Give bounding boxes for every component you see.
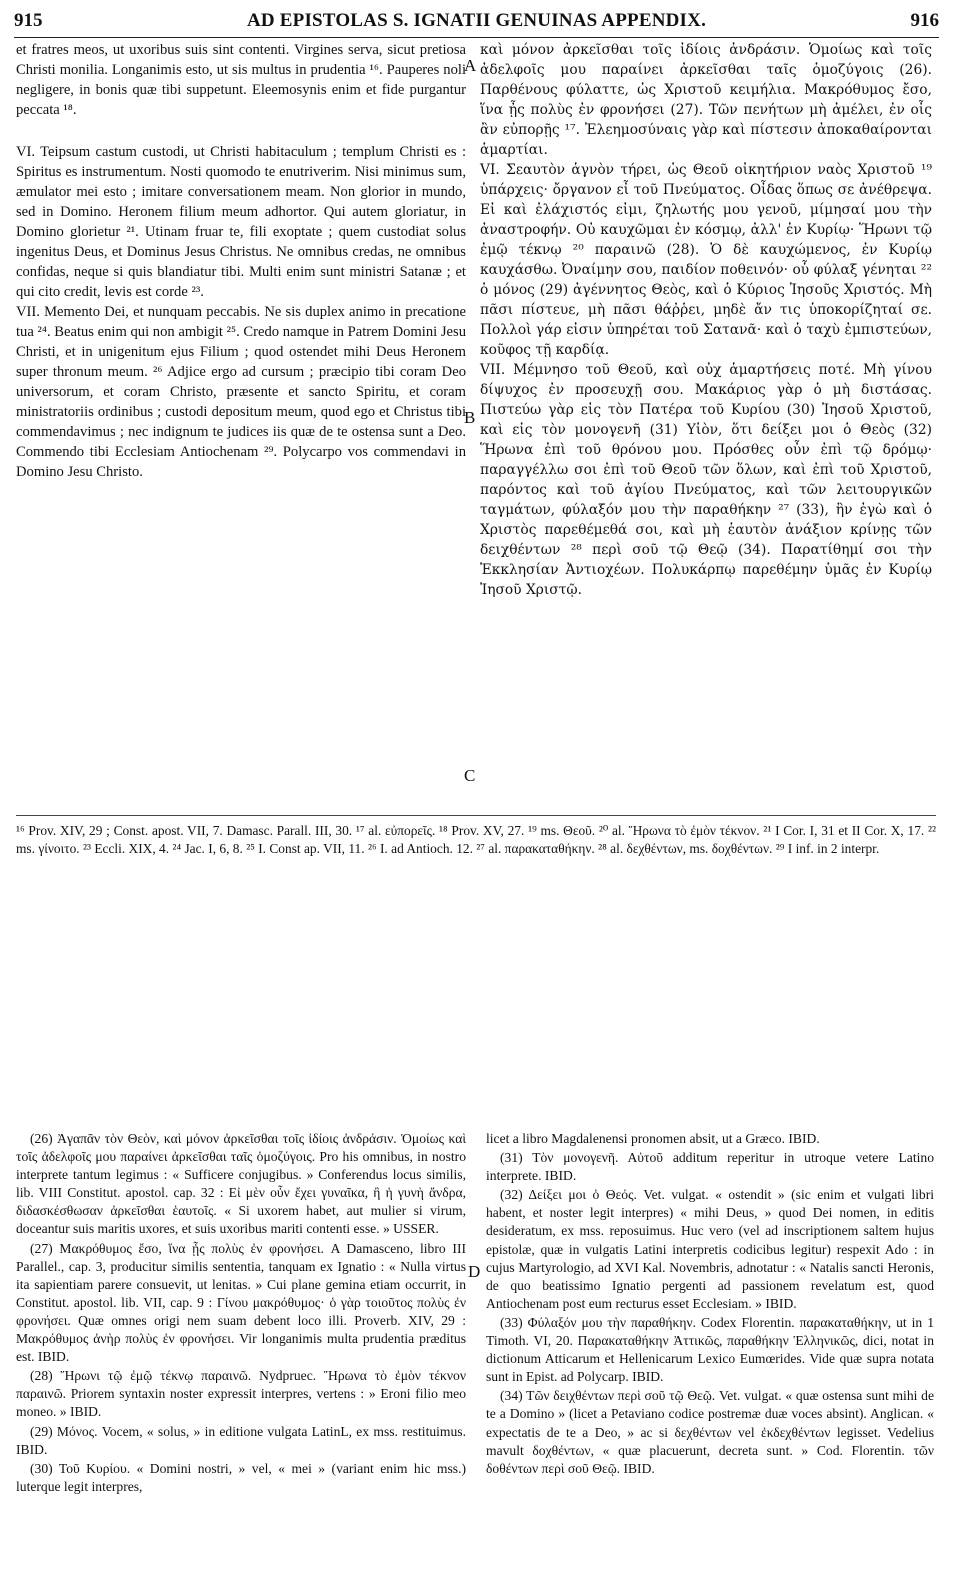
greek-paragraph: VI. Σεαυτὸν ἁγνὸν τήρει, ὡς Θεοῦ οἰκητήριον ναὸς Χριστοῦ ¹⁹ ὑπάρχεις· ὄργανον εἶ τοῦ Πνεύματος. Οἶδας ὅπως σε ἀνέθρεψα. Εἰ καὶ ἐλάχιστός εἰμι, ζηλωτής μου γενοῦ, μίμησαί μου τὴν ἀναστροφήν. Οὐ καυχῶμαι ἐν κόσμῳ, ἀλλ' ἐν Κυρίῳ· Ἥρωνι τῷ ἐμῷ τέκνῳ ²⁰ παραινῶ (28). Ὁ δὲ καυχώμενος, ἐν Κυρίῳ καυχάσθω. Ὀναίμην σου, παιδίον ποθεινόν· οὗ φύλαξ γένηται ²² ὁ μόνος (29) ἀγέννητος Θεὸς, καὶ ὁ Κύριος Ἰησοῦς Χριστός. Μὴ πᾶσι πίστευε, μὴ πᾶσι θάῤῥει, μηδὲ ἄν τις ὑποκορίζηταί σε. Πολλοὶ γάρ εἰσιν ὑπηρέται τοῦ Σατανᾶ· καὶ ὁ ταχὺ ἐμπιστεύων, κοῦφος τῇ καρδίᾳ. [480,162,932,358]
greek-paragraph: VII. Μέμνησο τοῦ Θεοῦ, καὶ οὐχ ἁμαρτήσεις ποτέ. Μὴ γίνου δίψυχος ἐν προσευχῇ σου. Μακάριος γὰρ ὁ μὴ διστάσας. Πιστεύω γὰρ εἰς τὸν Πατέρα τοῦ Κυρίου (30) Ἰησοῦ Χριστοῦ, καὶ εἰς τὸν μονογενῆ (31) Υἱὸν, ὅτι δείξει μοι ὁ Θεὸς (32) Ἥρωνα ἐπὶ τοῦ θρόνου μου. Πρόσθες οὖν ἐπὶ τῷ δρόμῳ· παραγγέλλω σοι ἐπὶ τοῦ Θεοῦ τῶν ὅλων, καὶ ἐπὶ τοῦ Χριστοῦ, παρόντος καὶ τοῦ ἁγίου Πνεύματος, καὶ τῶν λειτουργικῶν ταγμάτων, φύλαξόν μου τὴν παραθήκην ²⁷ (33), ἣν ἐγὼ καὶ ὁ Χριστὸς παρεθέμεθά σοι, καὶ μὴ ἑαυτὸν ἀνάξιον κρίνῃς τῶν δειχθέντων ²⁸ περὶ σοῦ τῷ Θεῷ (34). Παρατίθημί σοι τὴν Ἐκκλησίαν Ἀντιοχέων. Πολυκάρπῳ παρεθέμην ὑμᾶς ἐν Κυρίῳ Ἰησοῦ Χριστῷ. [480,362,932,598]
running-header [14,10,939,34]
notes-right-column [486,1130,934,1580]
greek-paragraph: καὶ μόνον ἀρκεῖσθαι τοῖς ἰδίοις ἀνδράσιν. Ὁμοίως καὶ τοῖς ἀδελφοῖς μου παραίνει ἀρκεῖσθαι ταῖς ὁμοζύγοις (26). Παρθένους φύλαττε, ὡς Χριστοῦ κειμήλια. Μακρόθυμος ἔσο, ἵνα ᾖς πολὺς ἐν φρονήσει (27). Τῶν πενήτων μὴ ἀμέλει, ἐν οἷς ἂν εὐπορῇς ¹⁷. Ἐλεημοσύναις γὰρ καὶ πίστεσιν ἀποκαθαίρονται ἁμαρτίαι. [480,42,932,158]
section-mark-d: D [468,1262,481,1281]
footnotes [16,822,936,858]
note-34: (34) Τῶν δειχθέντων περὶ σοῦ τῷ Θεῷ. Vet. vulgat. « quæ ostensa sunt mihi de te a Domino » (licet a Petaviano codice postremæ duæ voces absint). Anglican. « expectatis de te a Deo, » ac si δεχθέντων vel ἐκδεχθέντων legisset. Vedelius mavult δοχθέντων, « quæ placuerunt, decreta sunt. » Cod. Florentin. τῶν δοθέντων περὶ σοῦ Θεῷ. IBID. [486,1388,934,1476]
note-30: (30) Τοῦ Κυρίου. « Domini nostri, » vel, « mei » (variant enim hic mss.) luterque legit interpres, [16,1460,466,1494]
footnote-text: ¹⁶ Prov. XIV, 29 ; Const. apost. VII, 7. Damasc. Parall. III, 30. ¹⁷ al. εὐπορεῖς. ¹⁸ Prov. XV, 27. ¹⁹ ms. Θεοῦ. ²⁰ al. Ἥρωνα τὸ ἐμὸν τέκνον. ²¹ I Cor. I, 31 et II Cor. X, 17. ²² ms. γίνοιτο. ²³ Eccli. XIX, 4. ²⁴ Jac. I, 6, 8. ²⁵ I. Const ap. VII, 11. ²⁶ I. ad Antioch. 12. ²⁷ al. παρακαταθήκην. ²⁸ al. δεχθέντων, ms. δοχθέντων. ²⁹ I inf. in 2 interpr. [16,823,936,856]
greek-text-column [480,40,932,810]
latin-text-column [16,40,466,810]
section-mark-c: C [464,766,476,785]
note-32: (32) Δείξει μοι ὁ Θεός. Vet. vulgat. « ostendit » (sic enim et vulgati libri habent, et noster legit interpres) « mihi Deus, » quod Dei nomen, in editis desideratum, ex mss. reposuimus. Huc vero (vel ad inscriptionem saltem hujus epistolæ, quæ in vulgatis Latini interpretis codicibus legitur) respexit Ado : in cujus Martyrologio, ad XVI Kal. Novembris, adnotatur : « Natalis sancti Heronis, de quo beatissimo Ignatio pergenti ad passionem revelatum est, quod Antiochenam post eum recturus esset Ecclesiam. » IBID. [486,1187,934,1311]
note-31: (31) Τὸν μονογενῆ. Αὐτοῦ additum reperitur in utroque vetere Latino interprete. IBID. [486,1150,934,1184]
note-29: (29) Μόνος. Vocem, « solus, » in editione vulgata LatinL, ex mss. restituimus. IBID. [16,1423,466,1457]
note-26: (26) Ἀγαπᾶν τὸν Θεὸν, καὶ μόνον ἀρκεῖσθαι τοῖς ἰδίοις ἀνδράσιν. Ὁμοίως καὶ τοῖς ἀδελφοῖς μου παραίνει ἀρκεῖσθαι ταῖς ὁμοζύγοις. Pro his omnibus, in nostro interprete tantum legimus : « Sufficere conjugibus. » Conferendus locus similis, lib. VIII Constitut. apostol. cap. 32 : Εἰ μὲν οὖν ἔχει γυναῖκα, ἢ ἡ γυνὴ ἄνδρα, διδασκέσθωσαν ἀρκεῖσθαι ἑαυτοῖς. « Si uxorem habet, aut mulier si virum, doceantur suis maritis uxores, et suis uxoribus mariti contenti esse. » USSER. [16,1131,466,1237]
note-30-continued: licet a libro Magdalenensi pronomen absit, ut a Græco. IBID. [486,1131,820,1146]
latin-paragraph: VII. Memento Dei, et nunquam peccabis. Ne sis duplex animo in precatione tua ²⁴. Beatus enim qui non ambigit ²⁵. Credo namque in Patrem Domini Jesu Christi, et in unigenitum ejus Filium ; quod ostendet mihi Deus Heronem super thronum meum. ²⁶ Adjice ergo ad cursum ; præcipio tibi coram Deo universorum, et coram Christo, præsente et sancto Spiritu, et coram ministratoriis ordinibus ; custodi depositum meum, quod ego et Christus tibi commendavimus ; nec indignum te judices iis quæ de te ostensa sunt a Deo. Commendo tibi Ecclesiam Antiochenam ²⁹. Polycarpo vos commendavi in Domino Jesu Christo. [16,304,466,480]
header-rule [14,37,939,38]
section-mark-a: A [464,56,477,75]
note-27: (27) Μακρόθυμος ἔσο, ἵνα ᾖς πολὺς ἐν φρονήσει. A Damasceno, libro III Parallel., cap. 3, producitur similis sententia, tanquam ex Ignatio : « Nulla virtus ita sapientiam parere consuevit, ut lenitas. » Cui plane gemina etiam occurrit, in Constitut. apostol. lib. VII, cap. 9 : Γίνου μακρόθυμος· ὁ γὰρ τοιοῦτος πολὺς ἐν φρονήσει. Quæ omnes origi nem suam debent loco illi. Proverb. XIV, 29 : Μακρόθυμος ἀνὴρ πολὺς ἐν φρονήσει. Vir longanimis multa prudentia præditus est. IBID. [16,1240,466,1365]
notes-left-column [16,1130,466,1580]
footnote-rule [16,815,936,816]
running-title: AD EPISTOLAS S. IGNATII GENUINAS APPENDIX. [246,10,707,31]
page-number-left: 915 [14,10,43,31]
latin-paragraph: VI. Teipsum castum custodi, ut Christi habitaculum ; templum Christi es : Spiritus es instrumentum. Nosti quomodo te enutriverim. Nisi minimus sum, æmulator mei esto ; imitare conversationem meam. Non glorior in mundo, sed in Domino. Heronem filium meum adhortor. Qui autem gloriatur, in Domino glorietur ²¹. Utinam fruar te, fili exoptate ; quem custodiat solus ingenitus Deus, et Dominus Jesus Christus. Ne omnibus credas, ne omnibus confidas, neque si quis blandiatur tibi. Multi enim sunt ministri Satanæ ; et qui cito credit, levis est corde ²³. [16,144,466,300]
page-number-right: 916 [910,10,939,31]
note-28: (28) Ἥρωνι τῷ ἐμῷ τέκνῳ παραινῶ. Nydpruec. Ἥρωνα τὸ ἐμὸν τέκνον παραινῶ. Priorem syntaxin noster expressit interpres, vertens : » Eroni filio meo moneo. » IBID. [16,1368,466,1420]
note-33: (33) Φύλαξόν μου τὴν παραθήκην. Codex Florentin. παρακαταθήκην, ut in 1 Timoth. VI, 20. Παρακαταθήκην Ἀττικῶς, παραθήκην Ἑλληνικῶς, dici, notat in dictionum Atticarum et Hellenicarum Lexico Eumœrides. Vide quæ supra notata sunt in Epist. ad Polycarp. IBID. [486,1314,934,1385]
latin-paragraph: et fratres meos, ut uxoribus suis sint contenti. Virgines serva, sicut pretiosa Christi monilia. Longanimis esto, ut sis multus in prudentia ¹⁶. Pauperes noli negligere, in bonis quæ tibi suppetunt. Eleemosynis enim et fide purgantur peccata ¹⁸. [16,42,466,118]
section-mark-b: B [464,408,476,427]
